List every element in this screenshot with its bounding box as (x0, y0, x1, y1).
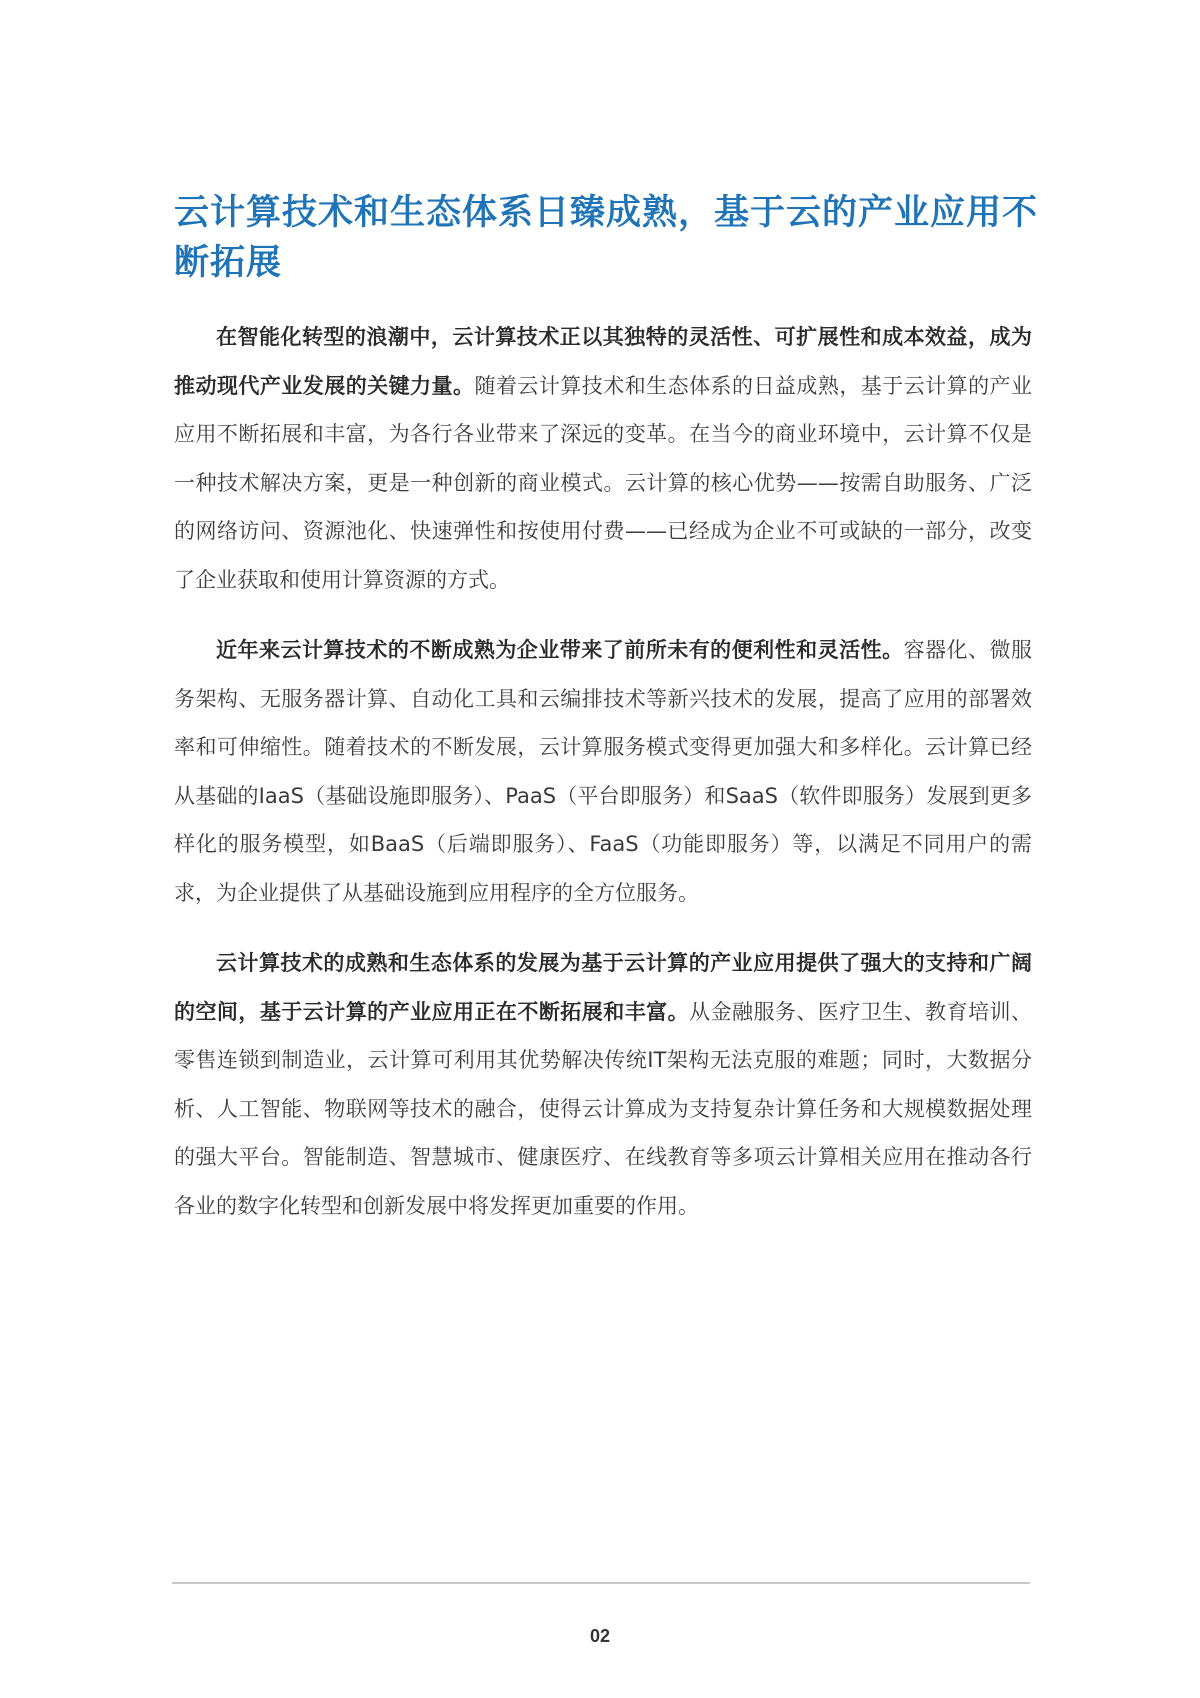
paragraph-1-lead: 在智能化转型的浪潮中，云计算技术正以其独特的灵活性、可扩展性和成本效益，成为推动现代产业发展的关键力量。 (174, 325, 1032, 398)
footer-divider (172, 1582, 1030, 1584)
paragraph-1-body: 随着云计算技术和生态体系的日益成熟，基于云计算的产业应用不断拓展和丰富，为各行各业带来了深远的变革。在当今的商业环境中，云计算不仅是一种技术解决方案，更是一种创新的商业模式。云计算的核心优势——按需自助服务、广泛的网络访问、资源池化、快速弹性和按使用付费——已经成为企业不可或缺的一部分，改变了企业获取和使用计算资源的方式。 (174, 373, 1033, 592)
page-number: 02 (589, 1626, 611, 1646)
page-title: 云计算技术和生态体系日臻成熟，基于云的产业应用不断拓展 (174, 193, 1039, 283)
paragraph-3 (174, 939, 1032, 1230)
paragraph-2-body: 容器化、微服务架构、无服务器计算、自动化工具和云编排技术等新兴技术的发展，提高了应用的部署效率和可伸缩性。随着技术的不断发展，云计算服务模式变得更加强大和多样化。云计算已经从基础的IaaS（基础设施即服务）、PaaS（平台即服务）和SaaS（软件即服务）发展到更多样化的服务模型，如BaaS（后端即服务）、FaaS（功能即服务）等，以满足不同用户的需求，为企业提供了从基础设施到应用程序的全方位服务。 (174, 638, 1033, 905)
paragraph-2 (174, 626, 1032, 917)
paragraph-2-lead: 近年来云计算技术的不断成熟为企业带来了前所未有的便利性和灵活性。 (216, 638, 904, 662)
paragraph-3-body: 从金融服务、医疗卫生、教育培训、零售连锁到制造业，云计算可利用其优势解决传统IT架构无法克服的难题；同时，大数据分析、人工智能、物联网等技术的融合，使得云计算成为支持复杂计算任务和大规模数据处理的强大平台。智能制造、智慧城市、健康医疗、在线教育等多项云计算相关应用在推动各行各业的数字化转型和创新发展中将发挥更加重要的作用。 (174, 999, 1032, 1218)
body-content (174, 313, 1032, 1252)
paragraph-1 (174, 313, 1032, 604)
paragraph-3-lead: 云计算技术的成熟和生态体系的发展为基于云计算的产业应用提供了强大的支持和广阔的空间，基于云计算的产业应用正在不断拓展和丰富。 (174, 951, 1032, 1024)
